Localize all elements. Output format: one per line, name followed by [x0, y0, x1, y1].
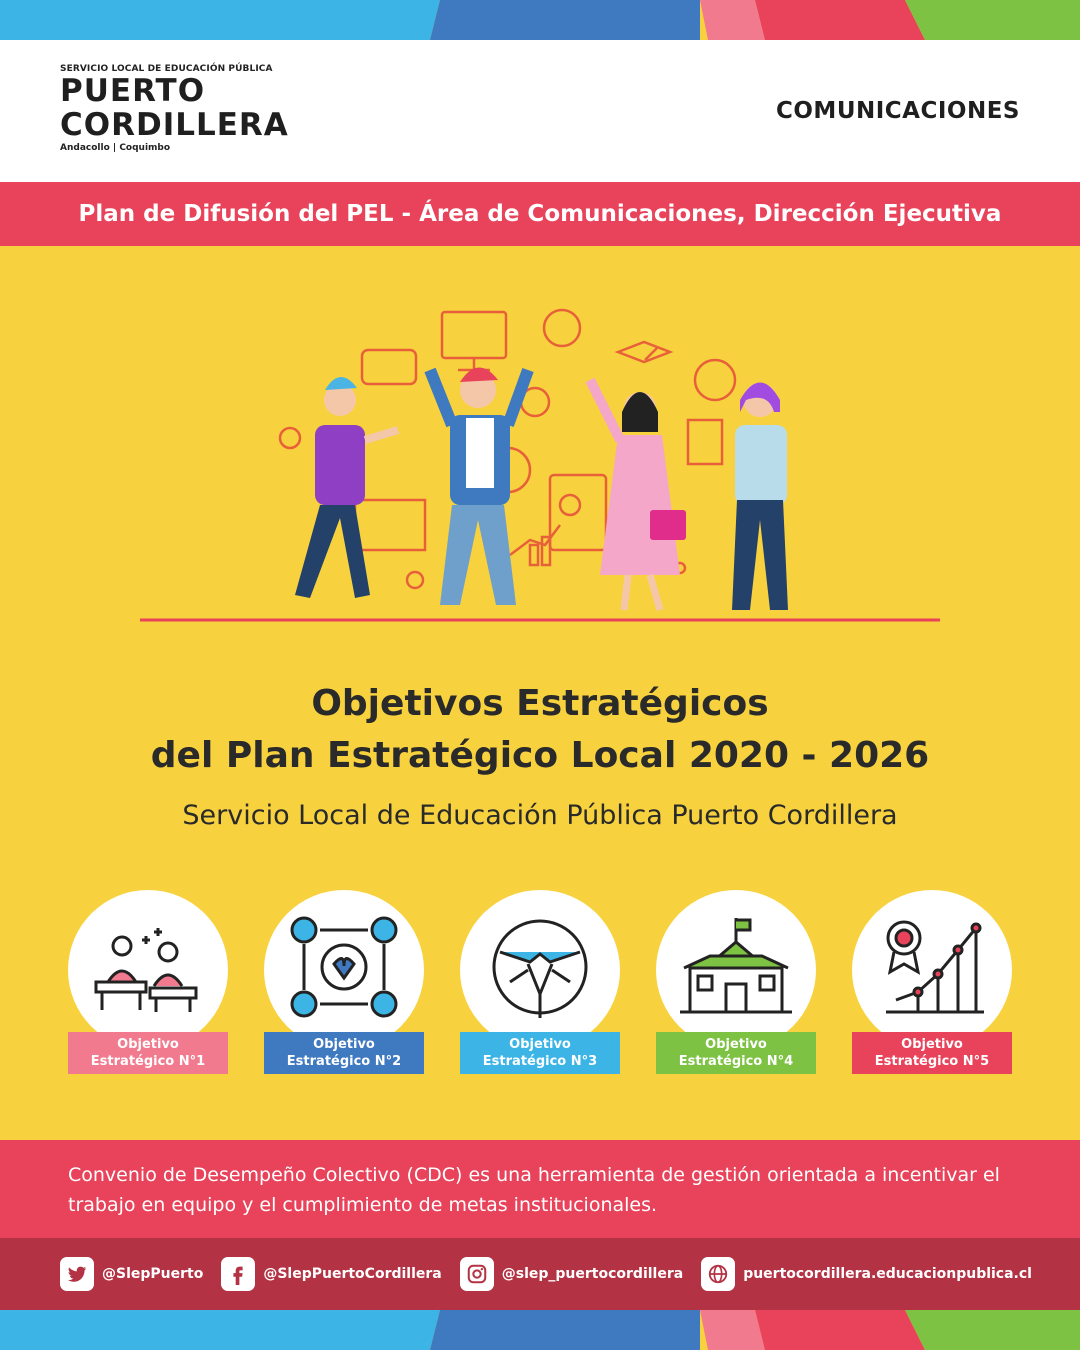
objective-1-label-line-1: Objetivo: [117, 1037, 179, 1052]
hands-together-icon: [480, 912, 600, 1022]
objective-5-circle: [852, 890, 1012, 1050]
objective-5[interactable]: [852, 890, 1012, 1075]
objectives-row: [0, 890, 1080, 1090]
objective-1-label: [68, 1032, 228, 1074]
slep-logo[interactable]: [60, 64, 289, 153]
objective-2-label-line-1: Objetivo: [313, 1037, 375, 1052]
objective-4-circle: [656, 890, 816, 1050]
facebook-handle: @SlepPuertoCordillera: [263, 1266, 442, 1282]
main-title: [0, 678, 1080, 782]
instagram-link[interactable]: [460, 1257, 683, 1291]
objective-3-circle: [460, 890, 620, 1050]
twitter-icon: [60, 1257, 94, 1291]
top-color-stripe: [0, 0, 1080, 40]
website-url: puertocordillera.educacionpublica.cl: [743, 1266, 1032, 1282]
objective-4[interactable]: [656, 890, 816, 1075]
website-link[interactable]: [701, 1257, 1032, 1291]
objective-3-label-line-1: Objetivo: [509, 1037, 571, 1052]
objective-3[interactable]: [460, 890, 620, 1075]
section-title: [776, 98, 1020, 124]
header: [0, 40, 1080, 182]
objective-4-label-line-2: Estratégico N°4: [678, 1054, 794, 1069]
logo-sub-text: Andacollo | Coquimbo: [60, 143, 171, 153]
objective-2-label: [264, 1032, 424, 1074]
objective-2-label-line-2: Estratégico N°2: [286, 1054, 402, 1069]
main-title-line-2: del Plan Estratégico Local 2020 - 2026: [150, 735, 930, 776]
cdc-description: [0, 1140, 1080, 1238]
instagram-handle: @slep_puertocordillera: [501, 1266, 684, 1282]
subtitle: Servicio Local de Educación Pública Puerto Cordillera: [182, 800, 898, 831]
objective-1-label-line-2: Estratégico N°1: [90, 1054, 206, 1069]
plan-banner: [0, 182, 1080, 246]
logo-line-2: CORDILLERA: [60, 107, 289, 143]
globe-icon: [701, 1257, 735, 1291]
logo-small-text: SERVICIO LOCAL DE EDUCACIÓN PÚBLICA: [60, 64, 273, 74]
facebook-icon: [221, 1257, 255, 1291]
objective-1[interactable]: [68, 890, 228, 1075]
cdc-description-text: Convenio de Desempeño Colectivo (CDC) es una herramienta de gestión orientada a incentivar el trabajo en equipo y el cumplimiento de metas institucionales.: [68, 1164, 1000, 1216]
school-building-icon: [676, 912, 796, 1022]
plan-banner-text: Plan de Difusión del PEL - Área de Comunicaciones, Dirección Ejecutiva: [78, 201, 1002, 227]
bottom-color-stripe: [0, 1310, 1080, 1350]
students-desk-icon: [88, 912, 208, 1022]
objective-1-circle: [68, 890, 228, 1050]
objective-3-label: [460, 1032, 620, 1074]
team-illustration: [130, 290, 950, 630]
twitter-handle: @SlepPuerto: [102, 1266, 204, 1282]
award-growth-chart-icon: [872, 912, 992, 1022]
twitter-link[interactable]: [60, 1257, 203, 1291]
objective-2-circle: [264, 890, 424, 1050]
objective-5-label-line-2: Estratégico N°5: [874, 1054, 990, 1069]
objective-5-label-line-1: Objetivo: [901, 1037, 963, 1052]
section-title-text: COMUNICACIONES: [776, 98, 1020, 124]
objective-4-label-line-1: Objetivo: [705, 1037, 767, 1052]
objective-3-label-line-2: Estratégico N°3: [482, 1054, 598, 1069]
social-bar: [0, 1238, 1080, 1310]
main-title-line-1: Objetivos Estratégicos: [311, 683, 769, 724]
network-gear-heart-icon: [284, 912, 404, 1022]
objective-4-label: [656, 1032, 816, 1074]
instagram-icon: [460, 1257, 494, 1291]
objective-2[interactable]: [264, 890, 424, 1075]
facebook-link[interactable]: [221, 1257, 441, 1291]
objective-5-label: [852, 1032, 1012, 1074]
logo-line-1: PUERTO: [60, 73, 206, 109]
